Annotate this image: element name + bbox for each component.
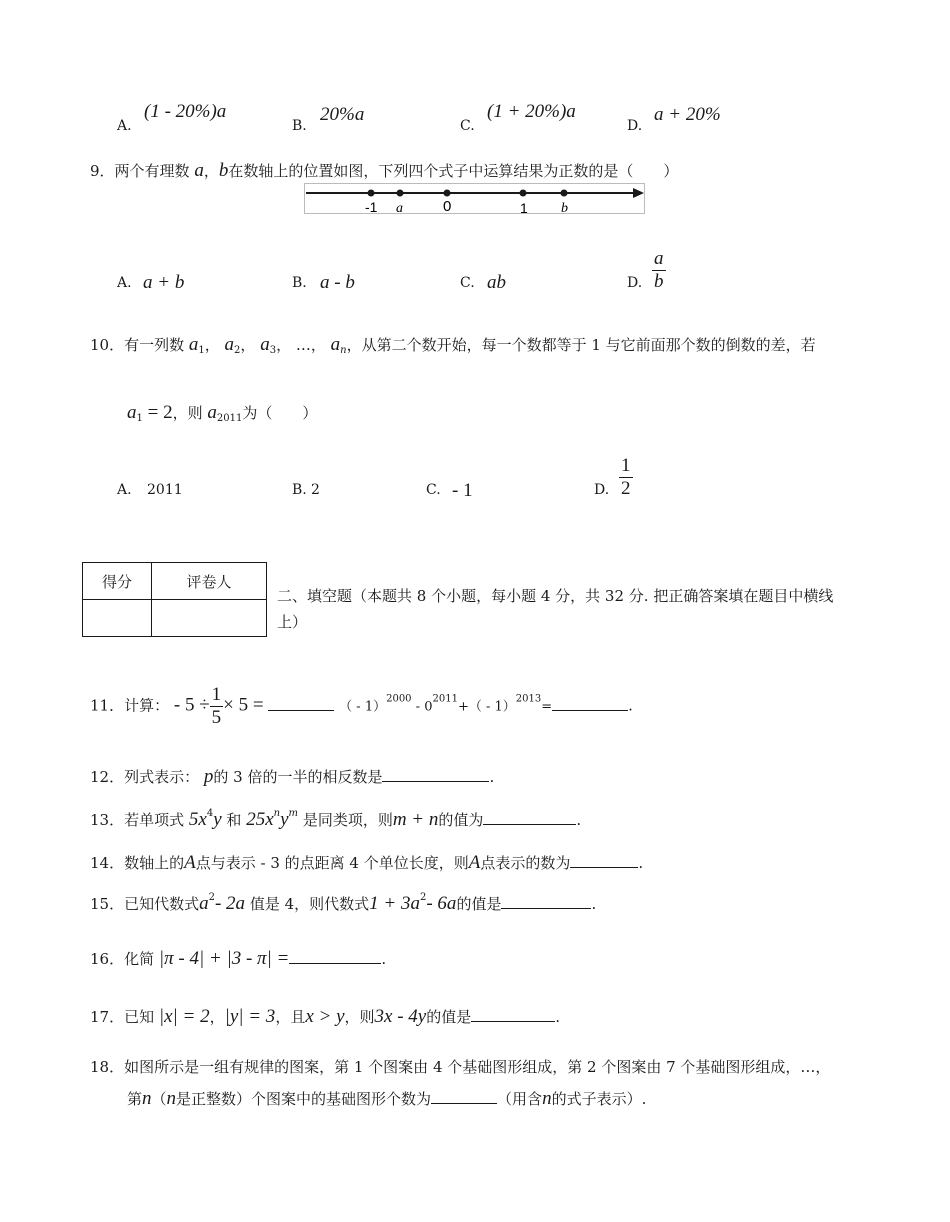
- q13-mono2-exp1: n: [273, 808, 281, 819]
- point-0: [444, 190, 451, 197]
- q16-expr: |π - 4| + |3 - π| =: [158, 948, 290, 969]
- q17-period: .: [555, 1008, 561, 1026]
- q11-exp3: 2013: [515, 693, 542, 705]
- q10-text2: ，从第二个数开始，每一个数都等于 1 与它前面那个数的倒数的差，若: [346, 336, 816, 354]
- q9-option-b-letter: B.: [292, 275, 307, 291]
- q12-text1: 列式表示：: [124, 768, 200, 786]
- label-b: b: [561, 201, 568, 216]
- q17: [90, 1006, 560, 1028]
- q11-period: .: [628, 696, 633, 715]
- grader-header: 评卷人: [152, 563, 267, 600]
- q10-stem-line2: [127, 402, 317, 424]
- q18-line1-text: 如图所示是一组有规律的图案，第 1 个图案由 4 个基础图形组成，第 2 个图案由 7 个基础图形组成，…，: [124, 1058, 831, 1076]
- q15-expr2-b: - 6a: [426, 893, 457, 914]
- q9-option-a-letter: A.: [117, 275, 132, 291]
- label-1: 1: [520, 200, 528, 216]
- q16-number: 16．: [90, 950, 125, 968]
- label-a: a: [396, 201, 403, 216]
- q13-mono2-b: y: [280, 809, 289, 830]
- q11-expr-post: × 5 =: [223, 694, 264, 716]
- q10-target-a: a: [207, 402, 217, 423]
- q11-text: 计算：: [124, 696, 170, 715]
- q12-period: .: [489, 768, 495, 786]
- q10-a1-sub: 1: [198, 345, 205, 356]
- number-line-arrow: [633, 188, 644, 198]
- q17-comma: ，: [209, 1008, 225, 1026]
- q13-period: .: [576, 811, 582, 829]
- q18-line1: [90, 1056, 830, 1077]
- q14-blank[interactable]: [570, 867, 638, 868]
- q16-text1: 化简: [124, 950, 155, 968]
- q9-text2: 在数轴上的位置如图，下列四个式子中运算结果为正数的是（ ）: [228, 162, 679, 180]
- q11-frac-den: 5: [211, 707, 222, 728]
- q10-cond-sub: 1: [136, 413, 143, 424]
- q14-text3: 点表示的数为: [480, 854, 571, 872]
- q13-text4: 的值为: [438, 811, 484, 829]
- q13-mono2-exp2: m: [288, 808, 299, 819]
- q18-line2: [127, 1088, 646, 1110]
- q17-text4: 的值是: [426, 1008, 472, 1026]
- q10-option-d-numerator: 1: [621, 455, 631, 476]
- q18-n2: n: [166, 1088, 177, 1109]
- q18-l2a: 第: [127, 1090, 143, 1108]
- q9-option-d-denominator: b: [654, 271, 664, 292]
- q13-text3: 是同类项，则: [302, 811, 393, 829]
- q18-l2b: （: [151, 1090, 167, 1108]
- score-table: [82, 562, 267, 637]
- q8-option-c-expr: (1 + 20%)a: [487, 101, 576, 122]
- q10-text3: ，则: [172, 404, 203, 422]
- point-1: [520, 190, 527, 197]
- q16-period: .: [381, 950, 387, 968]
- q18-l2d: （用含: [497, 1090, 543, 1108]
- q8-option-b-letter: B.: [292, 118, 307, 134]
- q11-end: =: [541, 699, 553, 715]
- q11-expr-pre: - 5 ÷: [173, 694, 210, 716]
- q15-text3: 的值是: [456, 895, 502, 913]
- q10-option-c-letter: C.: [426, 482, 441, 498]
- number-line-frame: [305, 184, 645, 214]
- q10-option-a-letter: A.: [117, 482, 132, 498]
- q15-text2: 值是 4，则代数式: [249, 895, 370, 913]
- q10-an: a: [330, 334, 341, 355]
- q11-mid1: - 0: [411, 699, 433, 715]
- q10-a3-sub: 3: [269, 345, 277, 356]
- q17-abs-x: |x| = 2: [158, 1006, 210, 1027]
- q15: [90, 892, 596, 915]
- q14-point-a-2: A: [468, 852, 481, 873]
- q13-mono1-exp: 4: [206, 808, 214, 819]
- q18-l2e: 的式子表示）.: [551, 1090, 647, 1108]
- q8-option-b-expr: 20%a: [320, 104, 365, 125]
- q17-text2: ，且: [275, 1008, 306, 1026]
- q10-option-c-value: - 1: [452, 480, 473, 501]
- q14: [90, 852, 643, 874]
- q13-mono1-a: 5x: [188, 809, 207, 830]
- q10-an-sub: n: [340, 345, 347, 356]
- point-neg1: [368, 190, 375, 197]
- q10-ellipsis: …: [295, 336, 311, 354]
- q9-option-b-expr: a - b: [320, 272, 355, 293]
- q14-period: .: [638, 854, 644, 872]
- q16-blank[interactable]: [289, 963, 381, 964]
- q14-point-a: A: [184, 852, 196, 873]
- q14-text2: 点与表示 - 3 的点距离 4 个单位长度，则: [195, 854, 469, 872]
- q10-option-b-value: 2: [311, 482, 320, 498]
- q8-option-d-expr: a + 20%: [654, 104, 721, 125]
- q18-l2c: 是正整数）个图案中的基础图形个数为: [176, 1090, 432, 1108]
- q13-mn: m + n: [392, 809, 439, 830]
- q14-text1: 数轴上的: [124, 854, 185, 872]
- q15-text1: 已知代数式: [124, 895, 200, 913]
- q11-exp2: 2011: [432, 693, 458, 705]
- q8-option-a-expr: (1 - 20%)a: [144, 101, 227, 122]
- q13-text2: 和: [226, 811, 242, 829]
- q18-blank[interactable]: [431, 1103, 497, 1104]
- q15-expr1-sup: 2: [208, 892, 215, 903]
- q9-stem: [90, 160, 678, 182]
- q10-option-a-value: 2011: [147, 482, 183, 498]
- q16: [90, 948, 386, 970]
- q11-blank-2[interactable]: [552, 710, 628, 711]
- q10-cond-a: a: [127, 402, 137, 423]
- q15-blank[interactable]: [501, 908, 591, 909]
- q9-option-d-letter: D.: [627, 275, 643, 291]
- q10-option-d-denominator: 2: [621, 478, 631, 499]
- q15-expr2-sup: 2: [419, 892, 427, 903]
- q10-stem-line1: 10．有一列数 $a_1$， $a_2$， $a_3$， …， $a_n$，从第二个数开始，每一个数都等于 1 与它前面那个数的倒数的差，若: [90, 334, 816, 356]
- q10-option-d-letter: D.: [594, 482, 610, 498]
- q8-option-a-letter: A.: [117, 118, 132, 134]
- q8-option-c-letter: C.: [460, 118, 475, 134]
- section2-title-line1: 二、填空题（本题共 8 个小题，每小题 4 分，共 32 分. 把正确答案填在题目中横线: [277, 587, 834, 605]
- q9-option-c-letter: C.: [460, 275, 475, 291]
- q9-var-b: b: [218, 160, 229, 181]
- score-cell[interactable]: [83, 600, 152, 637]
- q17-text1: 已知: [124, 1008, 155, 1026]
- q17-blank[interactable]: [471, 1021, 555, 1022]
- q9-option-d-numerator: a: [654, 248, 664, 269]
- score-header: 得分: [83, 563, 152, 600]
- q9-option-d-fraction: [652, 248, 666, 293]
- q9-number-line: [304, 183, 647, 217]
- q11-frac-num: 1: [211, 684, 222, 705]
- q12-var-p: p: [203, 766, 214, 787]
- q9-text1: 两个有理数: [114, 162, 190, 180]
- q12-number: 12．: [90, 768, 125, 786]
- q9-comma: ，: [203, 162, 219, 180]
- q15-expr2-a: 1 + 3a: [369, 893, 420, 914]
- q13-number: 13．: [90, 811, 125, 829]
- q15-number: 15．: [90, 895, 125, 913]
- q11-number: 11．: [90, 696, 125, 715]
- label-neg1: -1: [365, 199, 378, 215]
- q10-option-d-fraction: [619, 455, 633, 500]
- grader-cell[interactable]: [152, 600, 267, 637]
- q11-fraction: [210, 684, 224, 729]
- q10-option-b-letter: B.: [292, 482, 307, 498]
- q11-exp1: 2000: [386, 693, 412, 705]
- q18-number: 18．: [90, 1058, 125, 1076]
- q13-blank[interactable]: [483, 824, 576, 825]
- q17-expr: 3x - 4y: [374, 1006, 427, 1027]
- q11-part2: （ - 1）: [339, 699, 387, 715]
- q10-a2: a: [224, 334, 235, 355]
- q12-blank[interactable]: [382, 781, 489, 782]
- q15-expr1-b: - 2a: [214, 893, 246, 914]
- q10-text1: 有一列数: [124, 336, 185, 354]
- q18-n3: n: [542, 1088, 552, 1109]
- q17-number: 17．: [90, 1008, 125, 1026]
- q11-blank-1[interactable]: [268, 710, 334, 711]
- q11: [90, 684, 633, 729]
- q14-number: 14．: [90, 854, 125, 872]
- q10-target-sub: 2011: [216, 413, 243, 424]
- label-0: 0: [443, 198, 452, 215]
- q10-text4: 为（ ）: [242, 404, 318, 422]
- q9-option-c-expr: ab: [487, 272, 506, 293]
- q10-a2-sub: 2: [234, 345, 241, 356]
- q18-n1: n: [142, 1088, 152, 1109]
- point-a: [397, 190, 404, 197]
- q13-mono1-b: y: [213, 809, 222, 830]
- q13-text1: 若单项式: [124, 811, 185, 829]
- q9-number: 9．: [90, 162, 115, 180]
- section2-title-line2: 上）: [277, 613, 308, 631]
- q12-text2: 的 3 倍的一半的相反数是: [213, 768, 383, 786]
- q8-option-d-letter: D.: [627, 118, 643, 134]
- q12: [90, 766, 494, 788]
- q17-text3: ，则: [344, 1008, 375, 1026]
- q13: [90, 808, 581, 831]
- q10-number: 10．: [90, 336, 125, 354]
- q10-cond-eq: = 2: [147, 402, 173, 423]
- q13-mono2-a: 25x: [246, 809, 274, 830]
- q15-expr1-a: a: [199, 893, 209, 914]
- q17-abs-y: |y| = 3: [224, 1006, 276, 1027]
- q17-ineq: x > y: [305, 1006, 345, 1027]
- q10-a1: a: [188, 334, 199, 355]
- point-b: [561, 190, 568, 197]
- q9-var-a: a: [194, 160, 204, 181]
- q11-mid2: +（ - 1）: [457, 699, 516, 715]
- q10-a3: a: [260, 334, 270, 355]
- q15-period: .: [591, 895, 597, 913]
- q9-option-a-expr: a + b: [143, 272, 185, 293]
